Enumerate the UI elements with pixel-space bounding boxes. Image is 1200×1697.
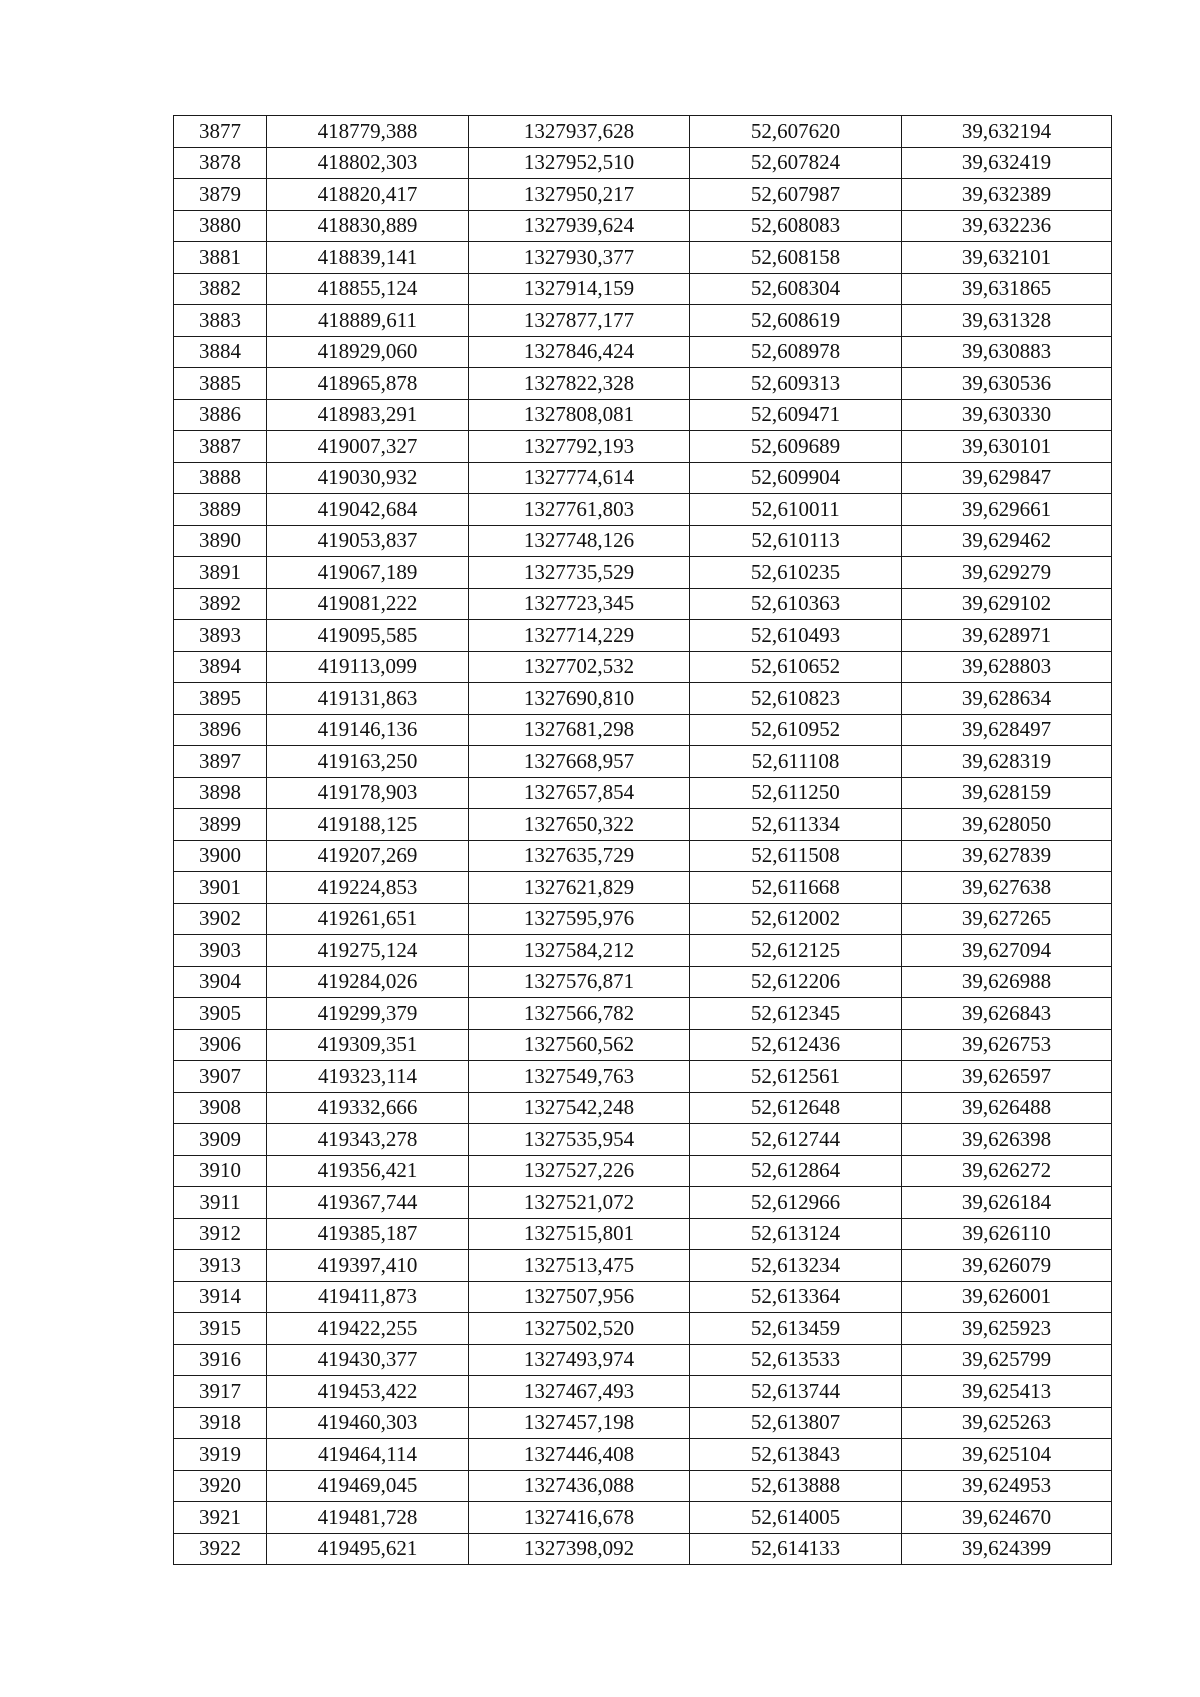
- point-number-cell: 3899: [174, 809, 267, 841]
- x-coordinate-cell: 419030,932: [267, 462, 469, 494]
- x-coordinate-cell: 419481,728: [267, 1502, 469, 1534]
- latitude-cell: 52,612345: [690, 998, 902, 1030]
- table-row: [174, 1439, 1112, 1471]
- y-coordinate-cell: 1327527,226: [469, 1155, 690, 1187]
- point-number-cell: 3886: [174, 399, 267, 431]
- latitude-cell: 52,610493: [690, 620, 902, 652]
- y-coordinate-cell: 1327467,493: [469, 1376, 690, 1408]
- point-number-cell: 3919: [174, 1439, 267, 1471]
- latitude-cell: 52,609471: [690, 399, 902, 431]
- longitude-cell: 39,626272: [902, 1155, 1112, 1187]
- longitude-cell: 39,628497: [902, 714, 1112, 746]
- x-coordinate-cell: 419178,903: [267, 777, 469, 809]
- point-number-cell: 3912: [174, 1218, 267, 1250]
- longitude-cell: 39,624670: [902, 1502, 1112, 1534]
- table-row: [174, 336, 1112, 368]
- latitude-cell: 52,608978: [690, 336, 902, 368]
- latitude-cell: 52,611668: [690, 872, 902, 904]
- point-number-cell: 3880: [174, 210, 267, 242]
- longitude-cell: 39,626753: [902, 1029, 1112, 1061]
- x-coordinate-cell: 419053,837: [267, 525, 469, 557]
- x-coordinate-cell: 419460,303: [267, 1407, 469, 1439]
- longitude-cell: 39,628050: [902, 809, 1112, 841]
- latitude-cell: 52,612744: [690, 1124, 902, 1156]
- table-row: [174, 210, 1112, 242]
- x-coordinate-cell: 419495,621: [267, 1533, 469, 1565]
- table-row: [174, 399, 1112, 431]
- longitude-cell: 39,625799: [902, 1344, 1112, 1376]
- latitude-cell: 52,613459: [690, 1313, 902, 1345]
- x-coordinate-cell: 419411,873: [267, 1281, 469, 1313]
- longitude-cell: 39,624953: [902, 1470, 1112, 1502]
- y-coordinate-cell: 1327595,976: [469, 903, 690, 935]
- y-coordinate-cell: 1327702,532: [469, 651, 690, 683]
- x-coordinate-cell: 419007,327: [267, 431, 469, 463]
- latitude-cell: 52,613744: [690, 1376, 902, 1408]
- latitude-cell: 52,611250: [690, 777, 902, 809]
- x-coordinate-cell: 419469,045: [267, 1470, 469, 1502]
- longitude-cell: 39,630101: [902, 431, 1112, 463]
- table-row: [174, 557, 1112, 589]
- longitude-cell: 39,632389: [902, 179, 1112, 211]
- table-row: [174, 620, 1112, 652]
- y-coordinate-cell: 1327549,763: [469, 1061, 690, 1093]
- x-coordinate-cell: 419332,666: [267, 1092, 469, 1124]
- longitude-cell: 39,627265: [902, 903, 1112, 935]
- x-coordinate-cell: 418889,611: [267, 305, 469, 337]
- x-coordinate-cell: 419113,099: [267, 651, 469, 683]
- longitude-cell: 39,632236: [902, 210, 1112, 242]
- x-coordinate-cell: 419367,744: [267, 1187, 469, 1219]
- y-coordinate-cell: 1327436,088: [469, 1470, 690, 1502]
- longitude-cell: 39,626184: [902, 1187, 1112, 1219]
- y-coordinate-cell: 1327560,562: [469, 1029, 690, 1061]
- point-number-cell: 3901: [174, 872, 267, 904]
- y-coordinate-cell: 1327635,729: [469, 840, 690, 872]
- table-row: [174, 777, 1112, 809]
- longitude-cell: 39,631328: [902, 305, 1112, 337]
- point-number-cell: 3896: [174, 714, 267, 746]
- table-row: [174, 651, 1112, 683]
- point-number-cell: 3891: [174, 557, 267, 589]
- table-row: [174, 494, 1112, 526]
- latitude-cell: 52,612206: [690, 966, 902, 998]
- point-number-cell: 3884: [174, 336, 267, 368]
- longitude-cell: 39,626001: [902, 1281, 1112, 1313]
- latitude-cell: 52,610011: [690, 494, 902, 526]
- table-row: [174, 840, 1112, 872]
- longitude-cell: 39,628803: [902, 651, 1112, 683]
- longitude-cell: 39,625923: [902, 1313, 1112, 1345]
- point-number-cell: 3890: [174, 525, 267, 557]
- point-number-cell: 3904: [174, 966, 267, 998]
- latitude-cell: 52,612864: [690, 1155, 902, 1187]
- point-number-cell: 3921: [174, 1502, 267, 1534]
- latitude-cell: 52,613533: [690, 1344, 902, 1376]
- latitude-cell: 52,613364: [690, 1281, 902, 1313]
- longitude-cell: 39,627094: [902, 935, 1112, 967]
- point-number-cell: 3878: [174, 147, 267, 179]
- table-row: [174, 242, 1112, 274]
- latitude-cell: 52,610235: [690, 557, 902, 589]
- x-coordinate-cell: 419343,278: [267, 1124, 469, 1156]
- latitude-cell: 52,613234: [690, 1250, 902, 1282]
- point-number-cell: 3885: [174, 368, 267, 400]
- longitude-cell: 39,626988: [902, 966, 1112, 998]
- longitude-cell: 39,629102: [902, 588, 1112, 620]
- table-row: [174, 1061, 1112, 1093]
- point-number-cell: 3877: [174, 116, 267, 148]
- table-row: [174, 1155, 1112, 1187]
- point-number-cell: 3882: [174, 273, 267, 305]
- x-coordinate-cell: 419188,125: [267, 809, 469, 841]
- y-coordinate-cell: 1327493,974: [469, 1344, 690, 1376]
- latitude-cell: 52,611334: [690, 809, 902, 841]
- y-coordinate-cell: 1327950,217: [469, 179, 690, 211]
- longitude-cell: 39,627839: [902, 840, 1112, 872]
- longitude-cell: 39,626079: [902, 1250, 1112, 1282]
- y-coordinate-cell: 1327416,678: [469, 1502, 690, 1534]
- latitude-cell: 52,613807: [690, 1407, 902, 1439]
- table-row: [174, 1407, 1112, 1439]
- table-row: [174, 525, 1112, 557]
- latitude-cell: 52,610652: [690, 651, 902, 683]
- point-number-cell: 3917: [174, 1376, 267, 1408]
- table-row: [174, 116, 1112, 148]
- point-number-cell: 3906: [174, 1029, 267, 1061]
- point-number-cell: 3895: [174, 683, 267, 715]
- latitude-cell: 52,611108: [690, 746, 902, 778]
- x-coordinate-cell: 419081,222: [267, 588, 469, 620]
- longitude-cell: 39,630330: [902, 399, 1112, 431]
- point-number-cell: 3909: [174, 1124, 267, 1156]
- table-row: [174, 368, 1112, 400]
- latitude-cell: 52,612002: [690, 903, 902, 935]
- y-coordinate-cell: 1327930,377: [469, 242, 690, 274]
- table-row: [174, 714, 1112, 746]
- point-number-cell: 3894: [174, 651, 267, 683]
- longitude-cell: 39,625104: [902, 1439, 1112, 1471]
- x-coordinate-cell: 418965,878: [267, 368, 469, 400]
- longitude-cell: 39,626398: [902, 1124, 1112, 1156]
- table-row: [174, 903, 1112, 935]
- longitude-cell: 39,629462: [902, 525, 1112, 557]
- point-number-cell: 3922: [174, 1533, 267, 1565]
- point-number-cell: 3914: [174, 1281, 267, 1313]
- point-number-cell: 3889: [174, 494, 267, 526]
- point-number-cell: 3913: [174, 1250, 267, 1282]
- longitude-cell: 39,626597: [902, 1061, 1112, 1093]
- longitude-cell: 39,629279: [902, 557, 1112, 589]
- longitude-cell: 39,626110: [902, 1218, 1112, 1250]
- y-coordinate-cell: 1327735,529: [469, 557, 690, 589]
- longitude-cell: 39,629847: [902, 462, 1112, 494]
- y-coordinate-cell: 1327446,408: [469, 1439, 690, 1471]
- y-coordinate-cell: 1327566,782: [469, 998, 690, 1030]
- table-row: [174, 872, 1112, 904]
- x-coordinate-cell: 418929,060: [267, 336, 469, 368]
- point-number-cell: 3916: [174, 1344, 267, 1376]
- y-coordinate-cell: 1327576,871: [469, 966, 690, 998]
- y-coordinate-cell: 1327774,614: [469, 462, 690, 494]
- latitude-cell: 52,609689: [690, 431, 902, 463]
- x-coordinate-cell: 419146,136: [267, 714, 469, 746]
- x-coordinate-cell: 419224,853: [267, 872, 469, 904]
- y-coordinate-cell: 1327650,322: [469, 809, 690, 841]
- y-coordinate-cell: 1327952,510: [469, 147, 690, 179]
- x-coordinate-cell: 419042,684: [267, 494, 469, 526]
- point-number-cell: 3915: [174, 1313, 267, 1345]
- point-number-cell: 3902: [174, 903, 267, 935]
- x-coordinate-cell: 419453,422: [267, 1376, 469, 1408]
- latitude-cell: 52,614005: [690, 1502, 902, 1534]
- table-row: [174, 1250, 1112, 1282]
- table-row: [174, 746, 1112, 778]
- table-row: [174, 1218, 1112, 1250]
- point-number-cell: 3879: [174, 179, 267, 211]
- x-coordinate-cell: 418839,141: [267, 242, 469, 274]
- y-coordinate-cell: 1327668,957: [469, 746, 690, 778]
- y-coordinate-cell: 1327808,081: [469, 399, 690, 431]
- longitude-cell: 39,626488: [902, 1092, 1112, 1124]
- x-coordinate-cell: 418855,124: [267, 273, 469, 305]
- x-coordinate-cell: 419464,114: [267, 1439, 469, 1471]
- point-number-cell: 3911: [174, 1187, 267, 1219]
- point-number-cell: 3881: [174, 242, 267, 274]
- longitude-cell: 39,631865: [902, 273, 1112, 305]
- latitude-cell: 52,610363: [690, 588, 902, 620]
- latitude-cell: 52,612561: [690, 1061, 902, 1093]
- x-coordinate-cell: 419163,250: [267, 746, 469, 778]
- x-coordinate-cell: 419323,114: [267, 1061, 469, 1093]
- x-coordinate-cell: 419095,585: [267, 620, 469, 652]
- latitude-cell: 52,608158: [690, 242, 902, 274]
- table-row: [174, 1092, 1112, 1124]
- table-row: [174, 1470, 1112, 1502]
- x-coordinate-cell: 419309,351: [267, 1029, 469, 1061]
- table-row: [174, 966, 1112, 998]
- point-number-cell: 3905: [174, 998, 267, 1030]
- point-number-cell: 3910: [174, 1155, 267, 1187]
- y-coordinate-cell: 1327761,803: [469, 494, 690, 526]
- y-coordinate-cell: 1327657,854: [469, 777, 690, 809]
- point-number-cell: 3888: [174, 462, 267, 494]
- longitude-cell: 39,626843: [902, 998, 1112, 1030]
- y-coordinate-cell: 1327535,954: [469, 1124, 690, 1156]
- y-coordinate-cell: 1327542,248: [469, 1092, 690, 1124]
- latitude-cell: 52,607620: [690, 116, 902, 148]
- latitude-cell: 52,613843: [690, 1439, 902, 1471]
- longitude-cell: 39,628971: [902, 620, 1112, 652]
- table-row: [174, 179, 1112, 211]
- coordinates-table: [173, 115, 1112, 1565]
- x-coordinate-cell: 419131,863: [267, 683, 469, 715]
- latitude-cell: 52,611508: [690, 840, 902, 872]
- table-row: [174, 1281, 1112, 1313]
- x-coordinate-cell: 419356,421: [267, 1155, 469, 1187]
- point-number-cell: 3918: [174, 1407, 267, 1439]
- y-coordinate-cell: 1327714,229: [469, 620, 690, 652]
- point-number-cell: 3907: [174, 1061, 267, 1093]
- table-row: [174, 1029, 1112, 1061]
- latitude-cell: 52,612648: [690, 1092, 902, 1124]
- latitude-cell: 52,610113: [690, 525, 902, 557]
- table-row: [174, 431, 1112, 463]
- y-coordinate-cell: 1327914,159: [469, 273, 690, 305]
- latitude-cell: 52,613888: [690, 1470, 902, 1502]
- y-coordinate-cell: 1327748,126: [469, 525, 690, 557]
- longitude-cell: 39,629661: [902, 494, 1112, 526]
- point-number-cell: 3920: [174, 1470, 267, 1502]
- point-number-cell: 3900: [174, 840, 267, 872]
- x-coordinate-cell: 419067,189: [267, 557, 469, 589]
- table-row: [174, 809, 1112, 841]
- longitude-cell: 39,628319: [902, 746, 1112, 778]
- point-number-cell: 3893: [174, 620, 267, 652]
- point-number-cell: 3883: [174, 305, 267, 337]
- x-coordinate-cell: 418779,388: [267, 116, 469, 148]
- point-number-cell: 3887: [174, 431, 267, 463]
- y-coordinate-cell: 1327513,475: [469, 1250, 690, 1282]
- latitude-cell: 52,608304: [690, 273, 902, 305]
- x-coordinate-cell: 418802,303: [267, 147, 469, 179]
- table-row: [174, 1502, 1112, 1534]
- x-coordinate-cell: 418830,889: [267, 210, 469, 242]
- y-coordinate-cell: 1327398,092: [469, 1533, 690, 1565]
- longitude-cell: 39,630883: [902, 336, 1112, 368]
- y-coordinate-cell: 1327515,801: [469, 1218, 690, 1250]
- latitude-cell: 52,610952: [690, 714, 902, 746]
- table-row: [174, 1124, 1112, 1156]
- longitude-cell: 39,628159: [902, 777, 1112, 809]
- point-number-cell: 3903: [174, 935, 267, 967]
- latitude-cell: 52,609904: [690, 462, 902, 494]
- table-row: [174, 935, 1112, 967]
- latitude-cell: 52,612436: [690, 1029, 902, 1061]
- x-coordinate-cell: 419385,187: [267, 1218, 469, 1250]
- longitude-cell: 39,632194: [902, 116, 1112, 148]
- coordinates-table-body: [174, 116, 1112, 1565]
- latitude-cell: 52,607987: [690, 179, 902, 211]
- table-row: [174, 1376, 1112, 1408]
- x-coordinate-cell: 419207,269: [267, 840, 469, 872]
- latitude-cell: 52,609313: [690, 368, 902, 400]
- y-coordinate-cell: 1327457,198: [469, 1407, 690, 1439]
- point-number-cell: 3908: [174, 1092, 267, 1124]
- y-coordinate-cell: 1327877,177: [469, 305, 690, 337]
- table-row: [174, 1533, 1112, 1565]
- y-coordinate-cell: 1327792,193: [469, 431, 690, 463]
- point-number-cell: 3897: [174, 746, 267, 778]
- y-coordinate-cell: 1327621,829: [469, 872, 690, 904]
- y-coordinate-cell: 1327521,072: [469, 1187, 690, 1219]
- table-row: [174, 998, 1112, 1030]
- longitude-cell: 39,625263: [902, 1407, 1112, 1439]
- table-row: [174, 462, 1112, 494]
- table-row: [174, 147, 1112, 179]
- longitude-cell: 39,628634: [902, 683, 1112, 715]
- table-row: [174, 1313, 1112, 1345]
- point-number-cell: 3898: [174, 777, 267, 809]
- y-coordinate-cell: 1327502,520: [469, 1313, 690, 1345]
- y-coordinate-cell: 1327507,956: [469, 1281, 690, 1313]
- x-coordinate-cell: 419275,124: [267, 935, 469, 967]
- latitude-cell: 52,612125: [690, 935, 902, 967]
- table-row: [174, 305, 1112, 337]
- x-coordinate-cell: 419261,651: [267, 903, 469, 935]
- table-row: [174, 273, 1112, 305]
- latitude-cell: 52,614133: [690, 1533, 902, 1565]
- x-coordinate-cell: 419299,379: [267, 998, 469, 1030]
- latitude-cell: 52,613124: [690, 1218, 902, 1250]
- latitude-cell: 52,610823: [690, 683, 902, 715]
- latitude-cell: 52,608083: [690, 210, 902, 242]
- longitude-cell: 39,632419: [902, 147, 1112, 179]
- y-coordinate-cell: 1327723,345: [469, 588, 690, 620]
- y-coordinate-cell: 1327681,298: [469, 714, 690, 746]
- x-coordinate-cell: 419422,255: [267, 1313, 469, 1345]
- x-coordinate-cell: 419284,026: [267, 966, 469, 998]
- x-coordinate-cell: 418983,291: [267, 399, 469, 431]
- table-row: [174, 1187, 1112, 1219]
- longitude-cell: 39,624399: [902, 1533, 1112, 1565]
- y-coordinate-cell: 1327937,628: [469, 116, 690, 148]
- y-coordinate-cell: 1327846,424: [469, 336, 690, 368]
- x-coordinate-cell: 419397,410: [267, 1250, 469, 1282]
- latitude-cell: 52,612966: [690, 1187, 902, 1219]
- table-row: [174, 683, 1112, 715]
- latitude-cell: 52,607824: [690, 147, 902, 179]
- longitude-cell: 39,627638: [902, 872, 1112, 904]
- latitude-cell: 52,608619: [690, 305, 902, 337]
- longitude-cell: 39,630536: [902, 368, 1112, 400]
- y-coordinate-cell: 1327690,810: [469, 683, 690, 715]
- x-coordinate-cell: 419430,377: [267, 1344, 469, 1376]
- y-coordinate-cell: 1327939,624: [469, 210, 690, 242]
- point-number-cell: 3892: [174, 588, 267, 620]
- x-coordinate-cell: 418820,417: [267, 179, 469, 211]
- y-coordinate-cell: 1327584,212: [469, 935, 690, 967]
- y-coordinate-cell: 1327822,328: [469, 368, 690, 400]
- table-row: [174, 588, 1112, 620]
- table-row: [174, 1344, 1112, 1376]
- longitude-cell: 39,632101: [902, 242, 1112, 274]
- longitude-cell: 39,625413: [902, 1376, 1112, 1408]
